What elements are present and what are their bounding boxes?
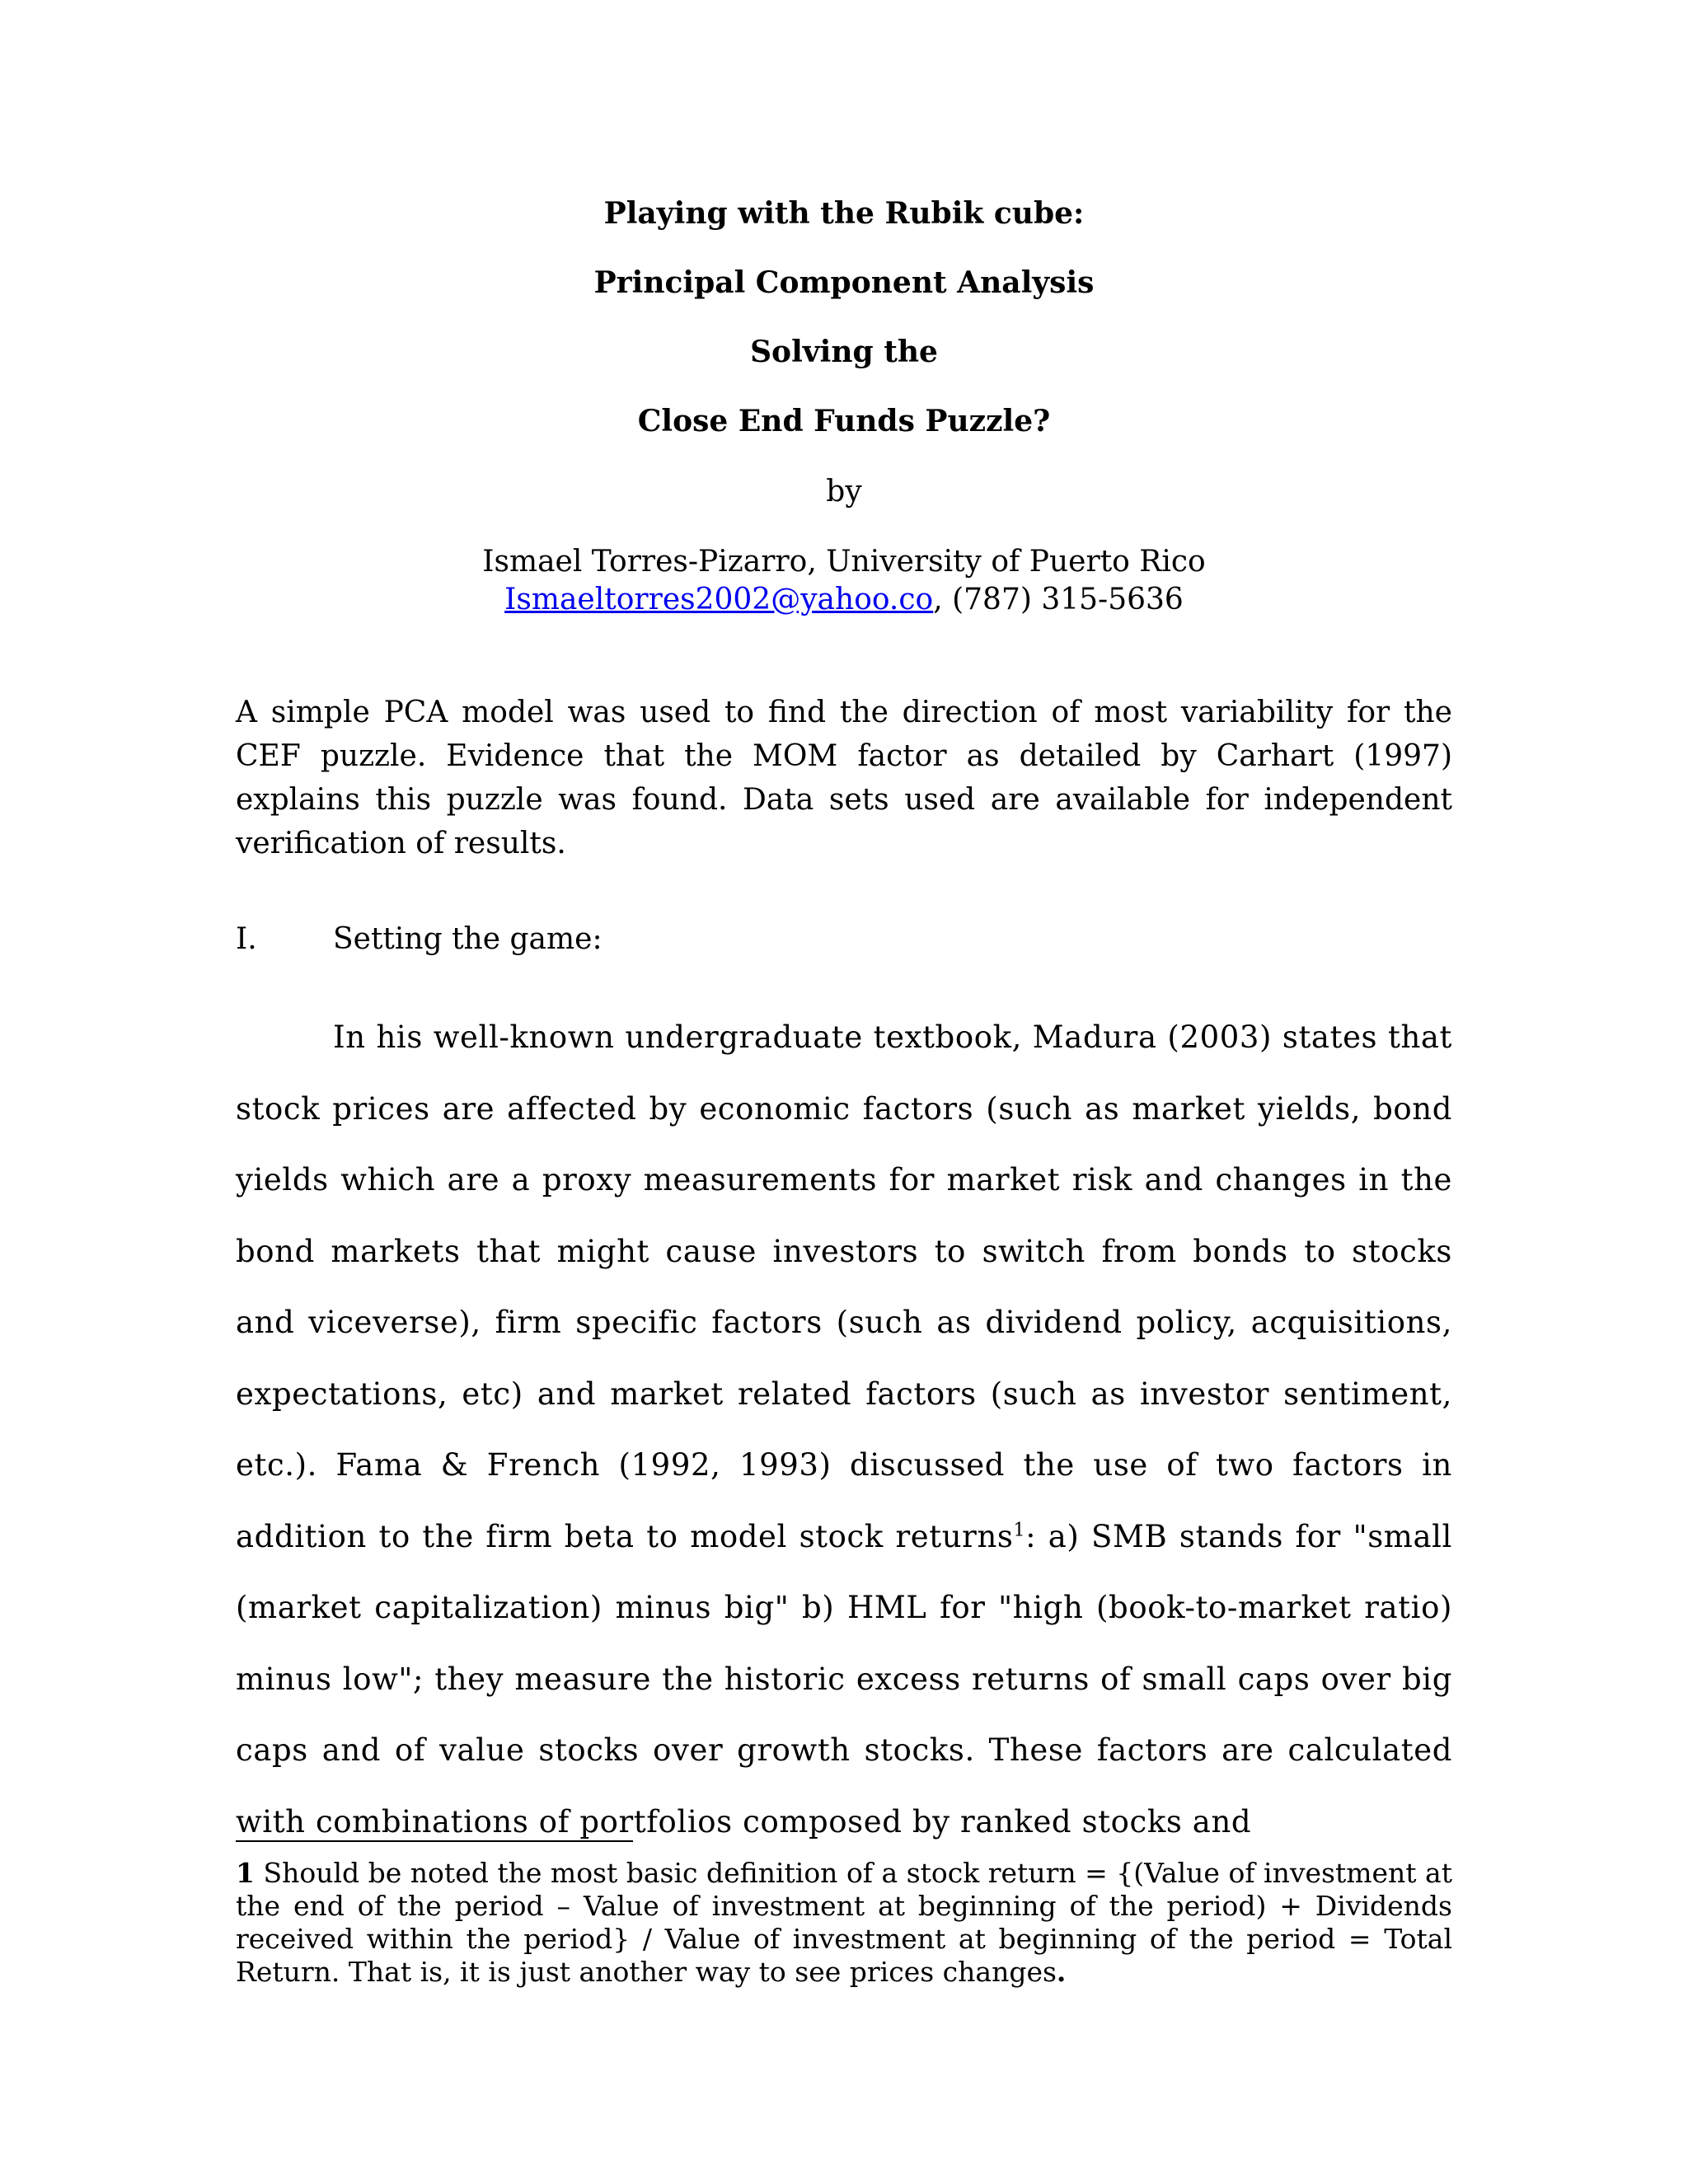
author-affiliation: Ismael Torres-Pizarro, University of Puerto Rico (482, 545, 1206, 579)
email-link[interactable]: Ismaeltorres2002@yahoo.co (504, 583, 934, 616)
body-text-part-2: : a) SMB stands for "small (market capitalization) minus big" b) HML for "high (book-to-market ratio) minus low"; they measure the historic excess returns of small caps over big caps and of value stocks over growth stocks. These factors are calculated with combinations of portfolios composed by ranked stocks and (236, 1518, 1452, 1840)
footnote (236, 1857, 1452, 1989)
footnote-reference[interactable]: 1 (1013, 1520, 1026, 1541)
body-paragraph (236, 1002, 1452, 1840)
title-line-3: Solving the (750, 335, 938, 369)
footnote-text: Should be noted the most basic definition of a stock return = {(Value of investment at the end of the period – Value of investment at beginning of the period) + Dividends received within the period} / Value of investment at beginning of the period = Total Return. That is, it is just another way to see prices changes (236, 1857, 1452, 1988)
title-line-2: Principal Component Analysis (593, 265, 1095, 300)
phone-number: , (787) 315-5636 (933, 583, 1184, 616)
footnote-end-period: . (1056, 1956, 1067, 1988)
title-line-4: Close End Funds Puzzle? (637, 404, 1051, 438)
author-contact (0, 582, 1688, 618)
title-line-1: Playing with the Rubik cube: (603, 196, 1085, 231)
body-text-part-1: In his well-known undergraduate textbook, Madura (2003) states that stock prices are affected by economic factors (such as market yields, bond yields which are a proxy measurements for market risk and changes in the bond markets that might cause investors to switch from bonds to stocks and viceverse), firm specific factors (such as dividend policy, acquisitions, expectations, etc) and market related factors (such as investor sentiment, etc.). Fama & French (1992, 1993) discussed the use of two factors in addition to the firm beta to model stock returns (236, 1019, 1452, 1554)
section-title: Setting the game: (333, 922, 603, 956)
footnote-mark: 1 (236, 1857, 255, 1889)
footnote-divider (236, 1840, 633, 1842)
by-line: by (826, 475, 862, 509)
abstract: A simple PCA model was used to find the direction of most variability for the CEF puzzle. Evidence that the MOM factor as detailed by Carhart (1997) explains this puzzle was found. Data sets used are available for independent verification of results. (236, 696, 1452, 860)
section-number: I. (236, 922, 257, 956)
